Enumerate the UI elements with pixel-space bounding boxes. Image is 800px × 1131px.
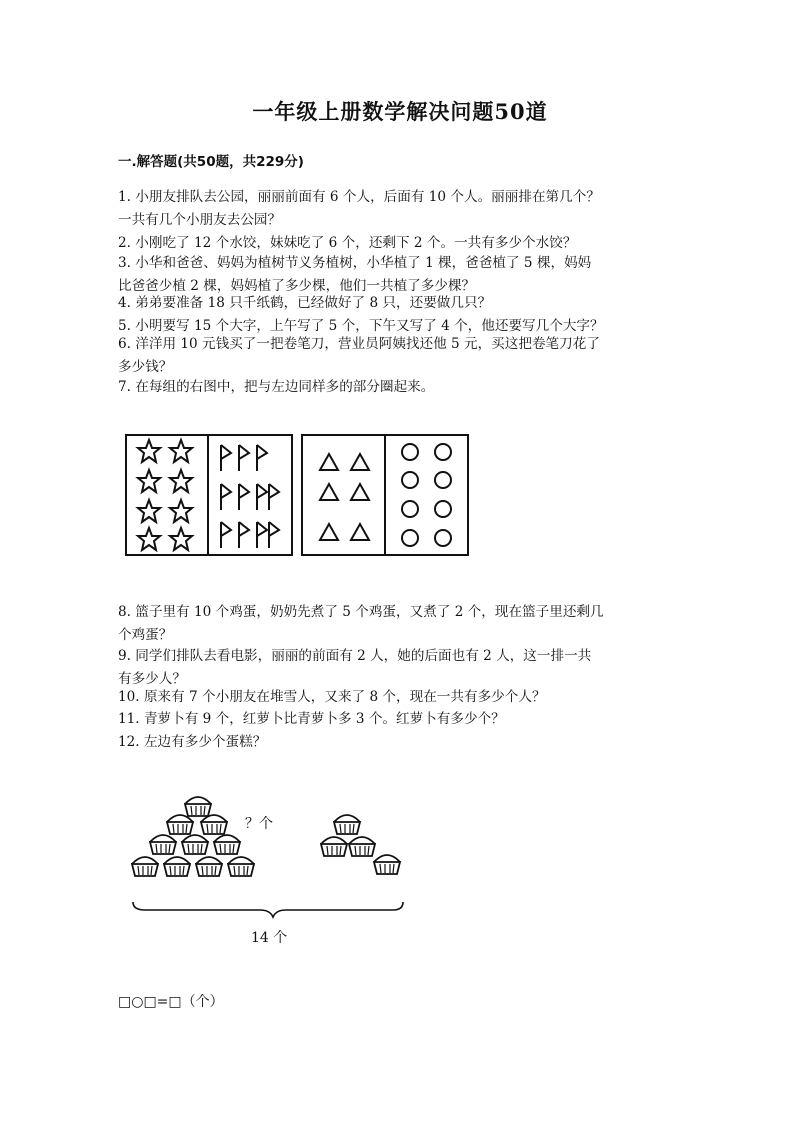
question-7: 7. 在每组的右图中，把与左边同样多的部分圈起来。 xyxy=(118,379,435,395)
cake-icon xyxy=(374,855,400,874)
flag-icon xyxy=(257,484,267,510)
flag-icon xyxy=(221,522,231,548)
question-3: 3. 小华和爸爸、妈妈为植树节义务植树，小华植了 1 棵，爸爸植了 5 棵，妈妈 比爸爸少植 2 棵，妈妈植了多少棵，他们一共植了多少棵？ xyxy=(118,255,592,294)
cake-icon xyxy=(182,835,208,854)
question-4: 4. 弟弟要准备 18 只千纸鹤，已经做好了 8 只，还要做几只？ xyxy=(118,295,492,311)
cake-icon xyxy=(196,857,222,876)
cake-icon xyxy=(349,837,375,856)
flag-icon xyxy=(269,484,279,510)
triangle-icon xyxy=(320,484,338,500)
left-cake-pile xyxy=(132,797,254,876)
triangle-icon xyxy=(351,484,369,500)
triangle-icon xyxy=(320,454,338,470)
cake-icon xyxy=(321,837,347,856)
star-icon xyxy=(170,440,192,462)
question-8: 8. 篮子里有 10 个鸡蛋，奶奶先煮了 5 个鸡蛋，又煮了 2 个，现在篮子里还剩几 个鸡蛋？ xyxy=(118,604,604,643)
flag-icon xyxy=(221,445,231,471)
question-1: 1. 小朋友排队去公园，丽丽前面有 6 个人，后面有 10 个人。丽丽排在第几个？ 一共有几个小朋友去公园？ xyxy=(118,189,600,228)
star-icon xyxy=(138,440,160,462)
stars-column xyxy=(138,440,192,550)
question-9: 9. 同学们排队去看电影，丽丽的前面有 2 人，她的后面也有 2 人，这一排一共 有多少人？ xyxy=(118,648,592,687)
circle-icon xyxy=(435,444,451,460)
question-12: 12. 左边有多少个蛋糕？ xyxy=(118,734,267,750)
flag-icon xyxy=(239,445,249,471)
total-brace xyxy=(133,902,403,917)
cake-icon xyxy=(185,797,211,816)
cake-icon xyxy=(132,857,158,876)
cake-icon xyxy=(164,857,190,876)
total-count-label: 14 个 xyxy=(251,930,288,946)
cake-icon xyxy=(228,857,254,876)
flag-icon xyxy=(257,445,267,471)
comparison-figure xyxy=(125,432,610,557)
question-6: 6. 洋洋用 10 元钱买了一把卷笔刀，营业员阿姨找还他 5 元，买这把卷笔刀花了 多少钱？ xyxy=(118,336,600,375)
question-5: 5. 小明要写 15 个大字，上午写了 5 个，下午又写了 4 个，他还要写几个大字？ xyxy=(118,318,604,334)
flag-icon xyxy=(221,484,231,510)
cake-icon xyxy=(201,815,227,834)
flag-icon xyxy=(269,522,279,548)
star-icon xyxy=(138,470,160,492)
cake-icon xyxy=(150,835,176,854)
circle-icon xyxy=(402,472,418,488)
cake-icon xyxy=(167,815,193,834)
flag-icon xyxy=(239,522,249,548)
page-title: 一年级上册数学解决问题50道 xyxy=(252,99,548,124)
circle-icon xyxy=(402,501,418,517)
cake-icon xyxy=(214,835,240,854)
group-triangles-circles xyxy=(302,435,468,555)
question-11: 11. 青萝卜有 9 个，红萝卜比青萝卜多 3 个。红萝卜有多少个？ xyxy=(118,711,505,727)
cakes-figure xyxy=(125,782,415,950)
circle-icon xyxy=(435,501,451,517)
question-10: 10. 原来有 7 个小朋友在堆雪人，又来了 8 个，现在一共有多少个人？ xyxy=(118,689,546,705)
star-icon xyxy=(170,528,192,550)
circle-icon xyxy=(435,472,451,488)
flag-icon xyxy=(239,484,249,510)
flag-icon xyxy=(257,522,267,548)
section-heading: 一.解答题(共50题，共229分) xyxy=(118,154,304,170)
right-cake-pile xyxy=(321,815,400,874)
answer-formula: □○□=□（个） xyxy=(118,994,224,1010)
circle-icon xyxy=(435,530,451,546)
circle-icon xyxy=(402,444,418,460)
question-2: 2. 小刚吃了 12 个水饺，妹妹吃了 6 个，还剩下 2 个。一共有多少个水饺？ xyxy=(118,235,577,251)
unknown-count-label: ？个 xyxy=(245,816,273,832)
flags-column xyxy=(221,445,279,548)
star-icon xyxy=(138,528,160,550)
triangle-icon xyxy=(320,524,338,540)
star-icon xyxy=(170,470,192,492)
star-icon xyxy=(138,500,160,522)
triangle-icon xyxy=(351,524,369,540)
star-icon xyxy=(170,500,192,522)
triangle-icon xyxy=(351,454,369,470)
cake-icon xyxy=(334,815,360,834)
circle-icon xyxy=(402,530,418,546)
